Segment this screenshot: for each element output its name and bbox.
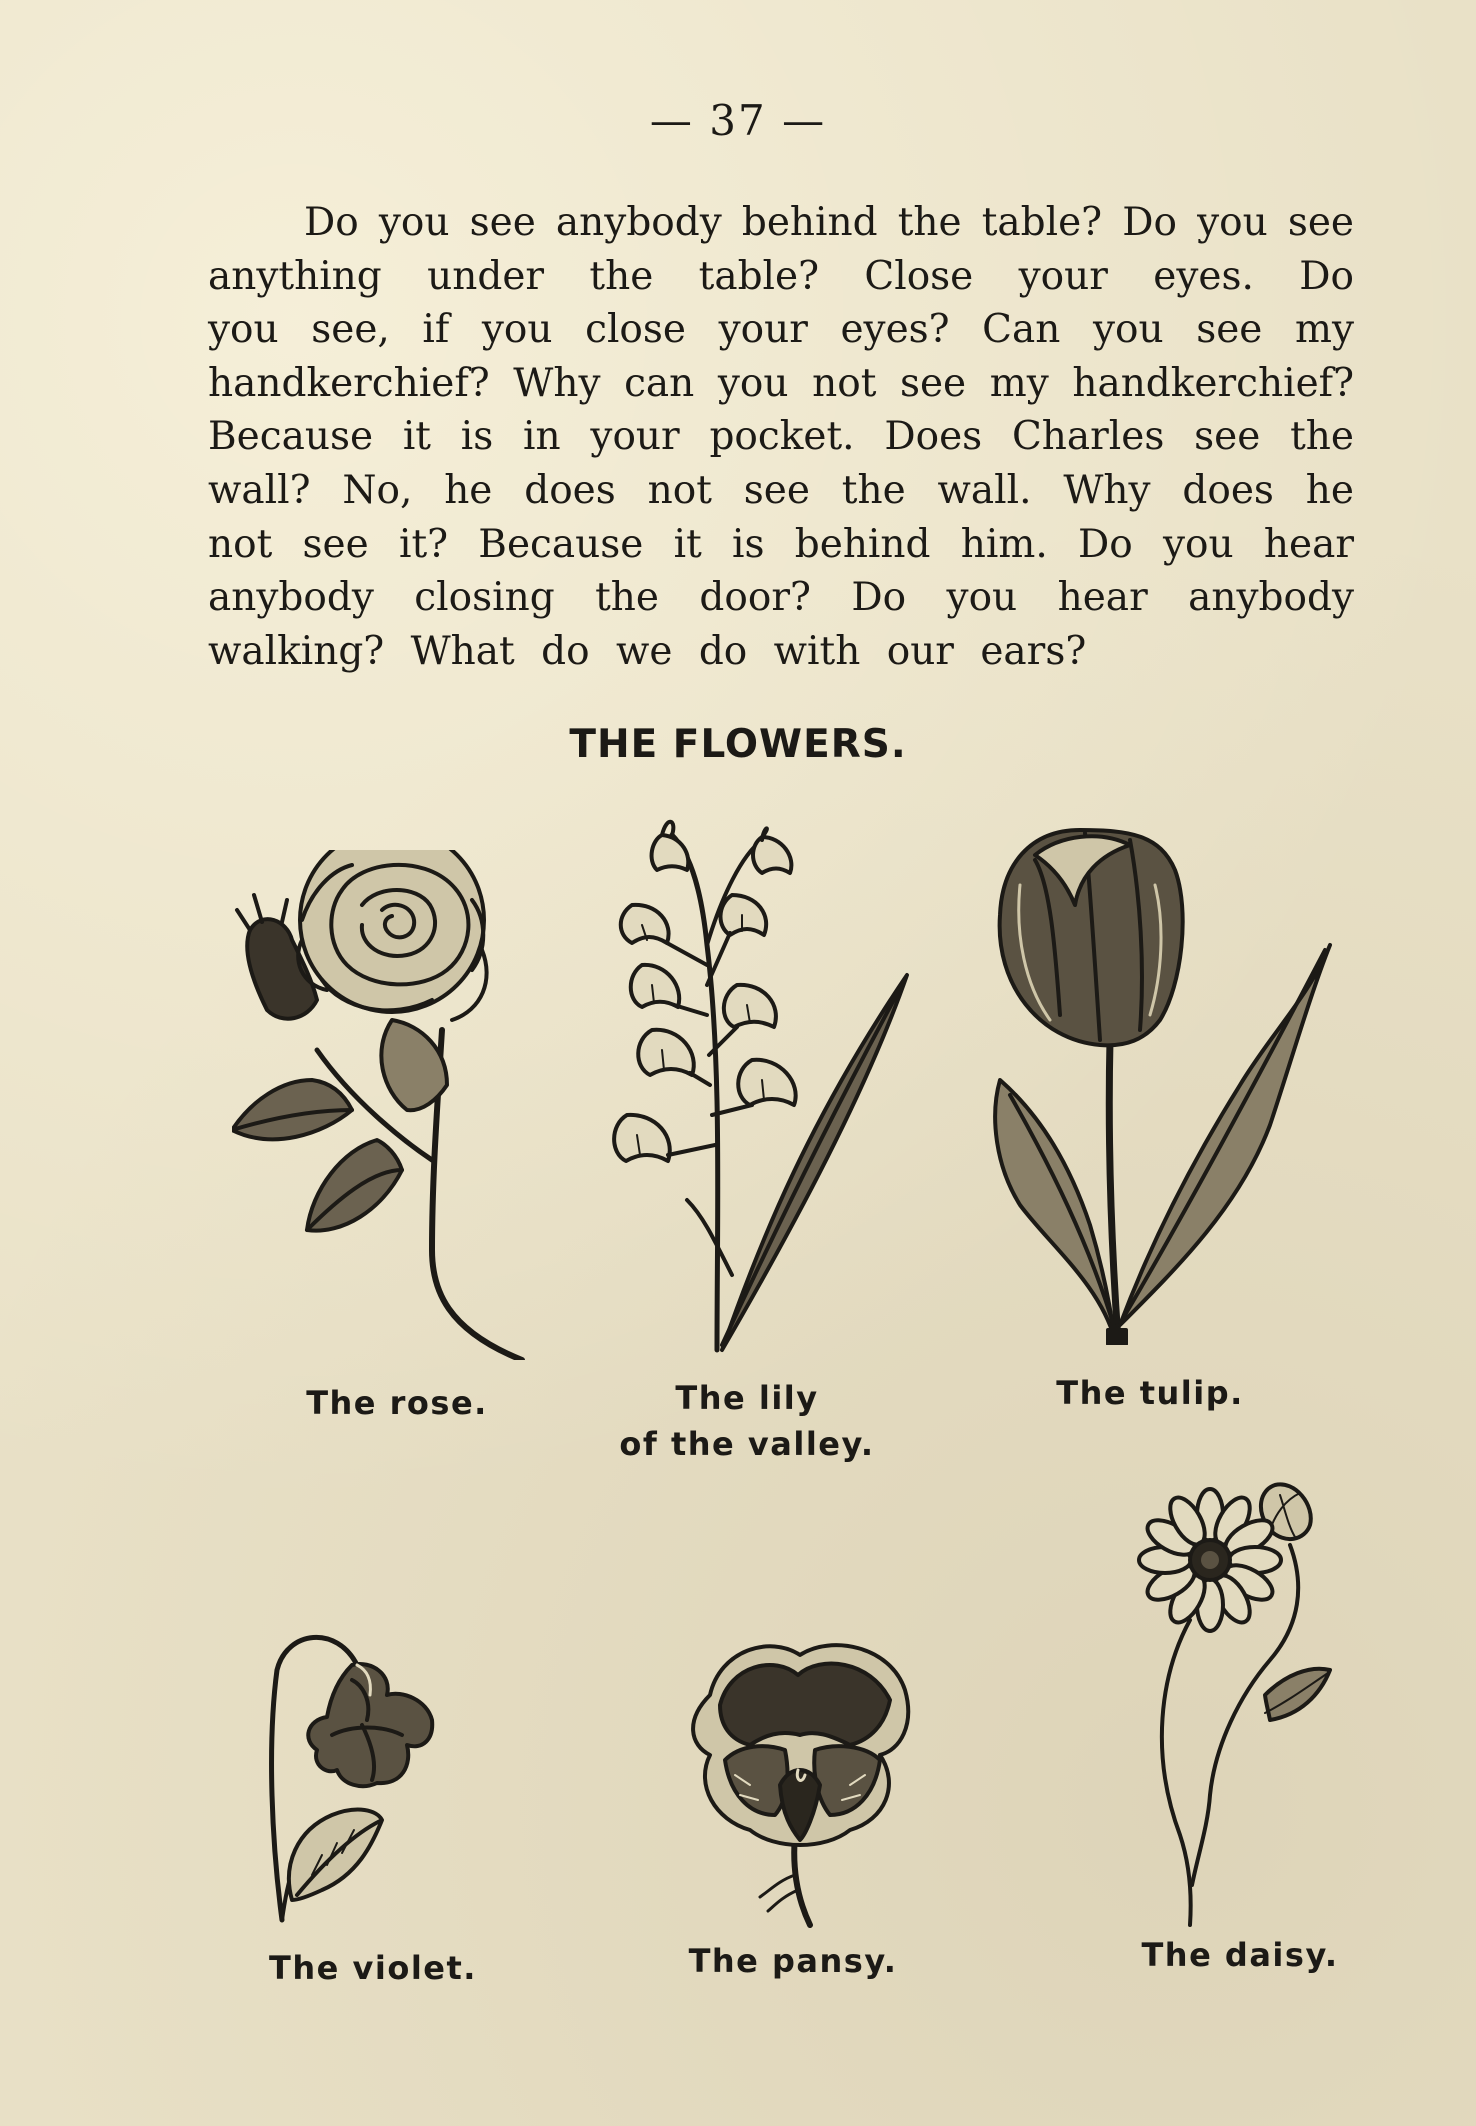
tulip-caption: The tulip.	[1056, 1374, 1244, 1412]
daisy-illustration	[1120, 1475, 1340, 1930]
pansy-caption: The pansy.	[688, 1942, 898, 1980]
body-text	[208, 196, 1354, 678]
violet-illustration	[262, 1625, 462, 1925]
text-line: anything under the table? Close your eyes. Do	[208, 253, 1354, 299]
text-line: walking? What do we do with our ears?	[208, 628, 1087, 674]
text-line: not see it? Because it is behind him. Do you hear	[208, 521, 1354, 567]
text-line: wall? No, he does not see the wall. Why does he	[208, 467, 1354, 513]
violet-caption: The violet.	[269, 1949, 477, 1987]
text-line: Because it is in your pocket. Does Charles see the	[208, 414, 1354, 460]
text-line: anybody closing the door? Do you hear anybody	[208, 575, 1354, 621]
text-line: Do you see anybody behind the table? Do you see	[304, 200, 1354, 245]
rose-illustration	[232, 850, 532, 1360]
pansy-illustration	[680, 1635, 920, 1930]
text-line: you see, if you close your eyes? Can you see my	[208, 307, 1354, 353]
text-line: handkerchief? Why can you not see my handkerchief?	[208, 360, 1354, 406]
daisy-caption: The daisy.	[1141, 1936, 1339, 1974]
lily-caption: The lily of the valley.	[619, 1379, 875, 1463]
page-number: — 37 —	[649, 96, 827, 145]
lily-illustration	[612, 815, 912, 1355]
tulip-illustration	[990, 825, 1335, 1345]
section-title: THE FLOWERS.	[569, 722, 907, 767]
rose-caption: The rose.	[306, 1384, 488, 1422]
